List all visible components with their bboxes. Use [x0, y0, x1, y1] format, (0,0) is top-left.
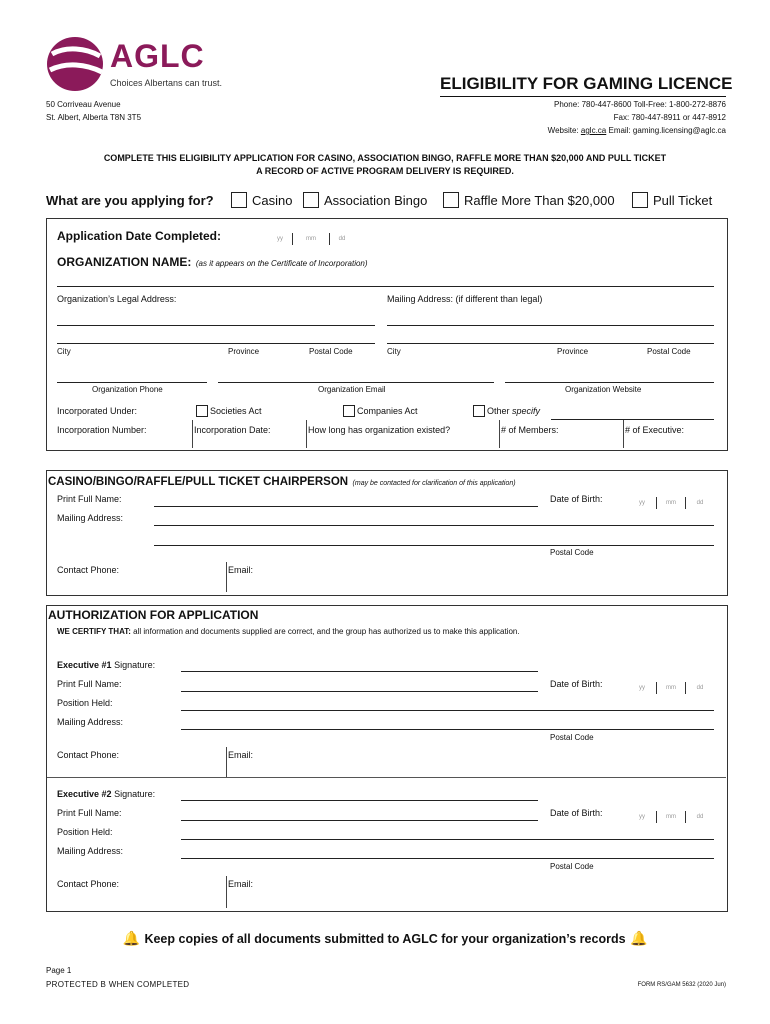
chair-phone-label: Contact Phone: [57, 565, 120, 575]
chair-mailing-label: Mailing Address: [57, 513, 124, 523]
page-number: Page 1 [46, 966, 72, 975]
legal-address-line-2[interactable] [57, 343, 375, 344]
exec2-label: Executive #2 [57, 789, 112, 799]
chair-mailing-line-2[interactable] [154, 545, 714, 546]
logo-mark-icon [46, 36, 104, 92]
date-mm: mm [306, 236, 316, 242]
website-link[interactable]: aglc.ca [580, 126, 607, 135]
org-website-line[interactable] [505, 382, 714, 383]
date-dd: dd [338, 236, 346, 242]
org-email-line[interactable] [218, 382, 494, 383]
mailing-address-line-1[interactable] [387, 325, 714, 326]
mailing-address-line-2[interactable] [387, 343, 714, 344]
certify-text: all information and documents supplied are correct, and the group has authorized us to make this application. [133, 627, 520, 636]
exec1-dob-label: Date of Birth: [550, 679, 603, 689]
other-specify: specify [512, 406, 541, 416]
certify-bold: WE CERTIFY THAT: [57, 627, 131, 636]
other-checkbox[interactable] [473, 405, 485, 417]
exec1-mailing-line-1[interactable] [181, 729, 714, 730]
exec2-position-label: Position Held: [57, 827, 113, 837]
exec2-signature-line[interactable] [181, 800, 538, 801]
bingo-checkbox[interactable] [303, 192, 319, 208]
page-title: ELIGIBILITY FOR GAMING LICENCE [440, 74, 733, 93]
exec2-dob-label: Date of Birth: [550, 808, 603, 818]
exec2-email-label: Email: [228, 879, 254, 889]
website-email-line [548, 126, 726, 135]
authorization-section [46, 605, 728, 912]
chair-dob-field[interactable]: yy mm dd [628, 496, 714, 510]
chair-mailing-line-1[interactable] [154, 525, 714, 526]
exec1-signature-label: Signature: [114, 660, 156, 670]
members-label: # of Members: [501, 425, 559, 435]
societies-act-checkbox[interactable] [196, 405, 208, 417]
certify-row [57, 627, 520, 636]
aglc-logo [46, 36, 236, 92]
address-line-1: 50 Corriveau Avenue [46, 100, 121, 109]
legal-address-label: Organization’s Legal Address: [57, 294, 177, 304]
chair-postal-label: Postal Code [550, 548, 594, 557]
exec1-postal-label: Postal Code [550, 733, 594, 742]
other-label: Other [487, 406, 510, 416]
exec2-mailing-label: Mailing Address: [57, 846, 124, 856]
authorization-title: AUTHORIZATION FOR APPLICATION [48, 608, 259, 622]
exec2-postal-label: Postal Code [550, 862, 594, 871]
mailing-address-label: Mailing Address: (if different than legal) [387, 294, 543, 304]
raffle-checkbox[interactable] [443, 192, 459, 208]
email-line: Email: gaming.licensing@aglc.ca [608, 126, 726, 135]
mailing-postal-label: Postal Code [647, 347, 691, 356]
executive-label: # of Executive: [625, 425, 685, 435]
phone-line: Phone: 780-447-8600 Toll-Free: 1-800-272-8876 [554, 100, 726, 109]
companies-act-label: Companies Act [357, 406, 418, 416]
bingo-label: Association Bingo [324, 193, 428, 208]
legal-province-label: Province [228, 347, 260, 356]
exec2-signature-label: Signature: [114, 789, 156, 799]
exec2-dob-field[interactable]: yy mm dd [628, 810, 714, 824]
exec2-phone-label: Contact Phone: [57, 879, 120, 889]
chair-print-name-line[interactable] [154, 506, 538, 507]
casino-checkbox[interactable] [231, 192, 247, 208]
website-label: Website: [547, 126, 579, 135]
organization-name-label: ORGANIZATION NAME: [57, 255, 192, 269]
exec2-signature-row [57, 789, 155, 799]
incorporation-date-label: Incorporation Date: [194, 425, 271, 435]
chair-dob-label: Date of Birth: [550, 494, 603, 504]
exec2-position-line[interactable] [181, 839, 714, 840]
logo-tagline: Choices Albertans can trust. [110, 78, 223, 88]
mailing-city-label: City [387, 347, 401, 356]
incorporation-number-label: Incorporation Number: [57, 425, 147, 435]
instructions-line-1: COMPLETE THIS ELIGIBILITY APPLICATION FOR CASINO, ASSOCIATION BINGO, RAFFLE MORE THAN $20,000 AND PULL TICKET [103, 153, 667, 163]
legal-postal-label: Postal Code [309, 347, 353, 356]
organization-name-row [57, 253, 368, 271]
exec1-print-name-label: Print Full Name: [57, 679, 122, 689]
legal-address-line-1[interactable] [57, 325, 375, 326]
chairperson-hint: (may be contacted for clarification of this application) [352, 480, 516, 487]
exec1-signature-row [57, 660, 155, 670]
other-label-row [487, 406, 540, 416]
org-email-label: Organization Email [318, 385, 386, 394]
exec1-label: Executive #1 [57, 660, 112, 670]
date-yy: yy [277, 236, 283, 242]
logo-text: AGLC [110, 38, 205, 74]
raffle-label: Raffle More Than $20,000 [464, 193, 615, 208]
keep-copies-row [0, 930, 770, 948]
org-phone-label: Organization Phone [92, 385, 163, 394]
chair-email-label: Email: [228, 565, 254, 575]
organization-name-line[interactable] [57, 286, 714, 287]
chair-print-name-label: Print Full Name: [57, 494, 122, 504]
pull-ticket-label: Pull Ticket [653, 193, 713, 208]
exec1-mailing-label: Mailing Address: [57, 717, 124, 727]
application-date-field[interactable] [268, 232, 354, 246]
incorporated-under-label: Incorporated Under: [57, 406, 138, 416]
exec1-print-name-line[interactable] [181, 691, 538, 692]
address-line-2: St. Albert, Alberta T8N 3T5 [46, 113, 142, 122]
fax-line: Fax: 780-447-8911 or 447-8912 [613, 113, 726, 122]
chairperson-title-row [48, 472, 516, 490]
application-date-label: Application Date Completed: [57, 229, 222, 243]
exec2-print-name-label: Print Full Name: [57, 808, 122, 818]
exec1-position-label: Position Held: [57, 698, 113, 708]
exec1-dob-field[interactable]: yy mm dd [628, 681, 714, 695]
organization-name-hint: (as it appears on the Certificate of Incorporation) [195, 259, 368, 268]
org-phone-line[interactable] [57, 382, 207, 383]
how-long-label: How long has organization existed? [308, 425, 451, 435]
exec1-phone-label: Contact Phone: [57, 750, 120, 760]
companies-act-checkbox[interactable] [343, 405, 355, 417]
exec2-mailing-line-1[interactable] [181, 858, 714, 859]
keep-copies-text: Keep copies of all documents submitted to AGLC for your organization’s records [144, 932, 626, 946]
protected-notice: PROTECTED B WHEN COMPLETED [46, 980, 190, 989]
societies-act-label: Societies Act [210, 406, 262, 416]
applying-question: What are you applying for? [46, 193, 214, 208]
exec1-position-line[interactable] [181, 710, 714, 711]
mailing-province-label: Province [557, 347, 589, 356]
casino-label: Casino [252, 193, 293, 208]
org-website-label: Organization Website [565, 385, 642, 394]
legal-city-label: City [57, 347, 71, 356]
chairperson-title: CASINO/BINGO/RAFFLE/PULL TICKET CHAIRPERSON [48, 476, 349, 488]
other-specify-line[interactable] [551, 419, 714, 420]
bell-icon-right: 🔔 [630, 930, 648, 946]
exec1-email-label: Email: [228, 750, 254, 760]
exec1-signature-line[interactable] [181, 671, 538, 672]
form-id: FORM RS/GAM 5632 (2020 Jun) [637, 982, 726, 988]
bell-icon-left: 🔔 [122, 930, 140, 946]
instructions-line-2: A RECORD OF ACTIVE PROGRAM DELIVERY IS REQUIRED. [256, 166, 514, 176]
exec2-print-name-line[interactable] [181, 820, 538, 821]
pull-ticket-checkbox[interactable] [632, 192, 648, 208]
